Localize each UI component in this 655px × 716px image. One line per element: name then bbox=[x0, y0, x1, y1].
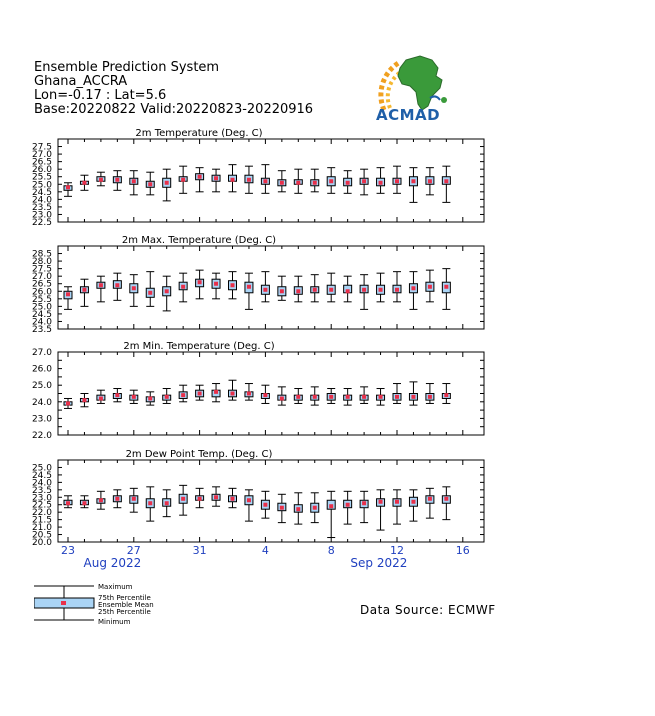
mean-marker bbox=[148, 501, 152, 505]
mean-marker bbox=[231, 392, 235, 396]
mean-marker bbox=[263, 503, 267, 507]
y-tick-label: 26.5 bbox=[31, 157, 52, 168]
mean-marker bbox=[115, 283, 119, 287]
box-2 bbox=[80, 175, 88, 190]
box-15 bbox=[294, 493, 302, 524]
mean-marker bbox=[329, 504, 333, 508]
box-17 bbox=[327, 273, 335, 302]
y-tick-label: 26.0 bbox=[31, 287, 52, 298]
legend-mean: Ensemble Mean bbox=[98, 601, 154, 609]
mean-marker bbox=[165, 289, 169, 293]
mean-marker bbox=[132, 286, 136, 290]
box-12 bbox=[245, 490, 253, 521]
chart-title: 2m Max. Temperature (Deg. C) bbox=[121, 235, 277, 246]
plot-frame bbox=[58, 139, 484, 222]
box-5 bbox=[130, 488, 138, 512]
mean-marker bbox=[395, 395, 399, 399]
mean-marker bbox=[379, 181, 383, 185]
box-19 bbox=[360, 387, 368, 404]
y-tick-label: 20.0 bbox=[31, 538, 52, 548]
box-10 bbox=[212, 487, 220, 506]
box-6 bbox=[146, 487, 154, 521]
y-tick-label: 27.5 bbox=[31, 264, 52, 275]
chart-title: 2m Min. Temperature (Deg. C) bbox=[123, 341, 275, 352]
x-tick-label: 4 bbox=[261, 544, 269, 557]
mean-marker bbox=[296, 289, 300, 293]
y-tick-label: 23.0 bbox=[31, 493, 52, 504]
x-tick-label: 31 bbox=[192, 544, 207, 557]
box-17 bbox=[327, 168, 335, 194]
box-20 bbox=[377, 168, 385, 194]
box-2 bbox=[80, 496, 88, 508]
y-tick-label: 23.5 bbox=[31, 202, 52, 213]
box-5 bbox=[130, 171, 138, 195]
box-20 bbox=[377, 273, 385, 302]
mean-marker bbox=[296, 395, 300, 399]
box-2 bbox=[80, 394, 88, 407]
mean-marker bbox=[99, 178, 103, 182]
mean-marker bbox=[99, 498, 103, 502]
y-tick-label: 24.5 bbox=[31, 309, 52, 320]
y-tick-label: 27.0 bbox=[31, 150, 52, 161]
mean-marker bbox=[280, 506, 284, 510]
box-24 bbox=[442, 269, 450, 310]
mean-marker bbox=[99, 283, 103, 287]
box-10 bbox=[212, 384, 220, 402]
mean-marker bbox=[132, 497, 136, 501]
mean-marker bbox=[247, 178, 251, 182]
mean-marker bbox=[231, 178, 235, 182]
x-tick-label: 8 bbox=[327, 544, 335, 557]
box-18 bbox=[344, 491, 352, 524]
mean-marker bbox=[66, 185, 70, 189]
mean-marker bbox=[329, 395, 333, 399]
box-9 bbox=[196, 385, 204, 400]
x-tick-label: 27 bbox=[126, 544, 141, 557]
mean-marker bbox=[395, 179, 399, 183]
mean-marker bbox=[115, 497, 119, 501]
mean-marker bbox=[214, 176, 218, 180]
box-12 bbox=[245, 273, 253, 309]
box-8 bbox=[179, 273, 187, 302]
y-tick-label: 25.5 bbox=[31, 172, 52, 183]
mean-marker bbox=[411, 500, 415, 504]
box-15 bbox=[294, 389, 302, 404]
mean-marker bbox=[148, 291, 152, 295]
y-tick-label: 22.0 bbox=[31, 508, 52, 519]
y-tick-label: 24.0 bbox=[31, 317, 52, 328]
mean-marker bbox=[181, 497, 185, 501]
box-16 bbox=[311, 275, 319, 302]
mean-marker bbox=[181, 285, 185, 289]
box-8 bbox=[179, 166, 187, 193]
box-1 bbox=[64, 287, 72, 310]
mean-marker bbox=[362, 288, 366, 292]
mean-marker bbox=[379, 288, 383, 292]
mean-marker bbox=[165, 395, 169, 399]
box-4 bbox=[113, 171, 121, 191]
mean-marker bbox=[198, 175, 202, 179]
x-tick-label: 16 bbox=[455, 544, 470, 557]
box-6 bbox=[146, 172, 154, 195]
box-22 bbox=[409, 272, 417, 310]
mean-marker bbox=[82, 398, 86, 402]
box-8 bbox=[179, 385, 187, 402]
box-22 bbox=[409, 382, 417, 405]
box-22 bbox=[409, 168, 417, 203]
header-product-title: Ensemble Prediction System bbox=[34, 60, 220, 75]
box-15 bbox=[294, 169, 302, 193]
mean-marker bbox=[148, 396, 152, 400]
box-13 bbox=[261, 165, 269, 194]
box-16 bbox=[311, 387, 319, 405]
mean-marker bbox=[296, 181, 300, 185]
plot-frame bbox=[58, 352, 484, 435]
box-14 bbox=[278, 387, 286, 405]
box-21 bbox=[393, 166, 401, 193]
box-18 bbox=[344, 276, 352, 302]
y-tick-label: 25.0 bbox=[31, 302, 52, 313]
mean-marker bbox=[231, 497, 235, 501]
mean-marker bbox=[428, 179, 432, 183]
box-14 bbox=[278, 171, 286, 192]
mean-marker bbox=[263, 393, 267, 397]
mean-marker bbox=[411, 395, 415, 399]
mean-marker bbox=[247, 498, 251, 502]
mean-marker bbox=[346, 181, 350, 185]
y-tick-label: 27.0 bbox=[31, 348, 52, 358]
mean-marker bbox=[214, 390, 218, 394]
mean-marker bbox=[411, 286, 415, 290]
box-9 bbox=[196, 488, 204, 507]
box-13 bbox=[261, 491, 269, 518]
y-tick-label: 25.0 bbox=[31, 463, 52, 474]
x-tick-label: 12 bbox=[390, 544, 404, 557]
mean-marker bbox=[181, 178, 185, 182]
mean-marker bbox=[148, 182, 152, 186]
mean-marker bbox=[346, 395, 350, 399]
box-1 bbox=[64, 398, 72, 408]
header-coordinates: Lon=-0.17 : Lat=5.6 bbox=[34, 88, 167, 103]
y-tick-label: 22.0 bbox=[31, 431, 52, 441]
mean-marker bbox=[263, 179, 267, 183]
legend-p25: 25th Percentile bbox=[98, 608, 151, 616]
chart-title: 2m Dew Point Temp. (Deg. C) bbox=[125, 449, 273, 460]
box-22 bbox=[409, 490, 417, 521]
chart-title: 2m Temperature (Deg. C) bbox=[135, 128, 263, 139]
box-4 bbox=[113, 389, 121, 402]
box-23 bbox=[426, 488, 434, 518]
mean-marker bbox=[231, 283, 235, 287]
box-19 bbox=[360, 169, 368, 195]
mean-marker bbox=[444, 497, 448, 501]
box-7 bbox=[163, 490, 171, 517]
box-11 bbox=[229, 380, 237, 400]
mean-marker bbox=[82, 288, 86, 292]
x-month-label: Aug 2022 bbox=[83, 556, 142, 570]
box-3 bbox=[97, 276, 105, 302]
mean-marker bbox=[198, 497, 202, 501]
box-7 bbox=[163, 276, 171, 311]
box-3 bbox=[97, 172, 105, 186]
y-tick-label: 20.5 bbox=[31, 530, 52, 541]
mean-marker bbox=[132, 395, 136, 399]
box-9 bbox=[196, 270, 204, 299]
box-18 bbox=[344, 389, 352, 406]
box-24 bbox=[442, 487, 450, 520]
y-tick-label: 27.5 bbox=[31, 142, 52, 153]
mean-marker bbox=[165, 181, 169, 185]
y-tick-label: 25.0 bbox=[31, 180, 52, 191]
box-19 bbox=[360, 275, 368, 310]
box-19 bbox=[360, 491, 368, 522]
mean-marker bbox=[280, 289, 284, 293]
y-tick-label: 22.5 bbox=[31, 500, 52, 511]
box-20 bbox=[377, 490, 385, 530]
mean-marker bbox=[247, 392, 251, 396]
box-24 bbox=[442, 384, 450, 404]
box-4 bbox=[113, 273, 121, 300]
box-13 bbox=[261, 272, 269, 302]
y-tick-label: 23.0 bbox=[31, 210, 52, 221]
box-5 bbox=[130, 275, 138, 307]
legend-maximum: Maximum bbox=[98, 583, 133, 591]
plot-frame bbox=[58, 246, 484, 329]
y-tick-label: 26.5 bbox=[31, 279, 52, 290]
mean-marker bbox=[444, 179, 448, 183]
mean-marker bbox=[428, 285, 432, 289]
mean-marker bbox=[198, 392, 202, 396]
mean-marker bbox=[379, 500, 383, 504]
header-base-valid: Base:20220822 Valid:20220823-20220916 bbox=[34, 102, 314, 117]
y-tick-label: 23.5 bbox=[31, 485, 52, 496]
box-18 bbox=[344, 171, 352, 194]
y-tick-label: 25.5 bbox=[31, 294, 52, 305]
box-1 bbox=[64, 496, 72, 508]
mean-marker bbox=[379, 395, 383, 399]
mean-marker bbox=[395, 500, 399, 504]
box-17 bbox=[327, 491, 335, 537]
mean-marker bbox=[214, 282, 218, 286]
box-23 bbox=[426, 168, 434, 195]
mean-marker bbox=[362, 501, 366, 505]
data-source: Data Source: ECMWF bbox=[360, 603, 496, 617]
mean-marker bbox=[444, 285, 448, 289]
mean-marker bbox=[362, 395, 366, 399]
y-tick-label: 21.0 bbox=[31, 523, 52, 534]
box-12 bbox=[245, 384, 253, 401]
box-23 bbox=[426, 384, 434, 404]
mean-marker bbox=[82, 181, 86, 185]
mean-marker bbox=[346, 503, 350, 507]
y-tick-label: 22.5 bbox=[31, 218, 52, 228]
header-station-name: Ghana_ACCRA bbox=[34, 74, 128, 89]
box-14 bbox=[278, 494, 286, 522]
mean-marker bbox=[296, 507, 300, 511]
y-tick-label: 23.0 bbox=[31, 414, 52, 425]
box-20 bbox=[377, 389, 385, 406]
box-4 bbox=[113, 490, 121, 508]
box-10 bbox=[212, 169, 220, 192]
mean-marker bbox=[329, 179, 333, 183]
mean-marker bbox=[313, 181, 317, 185]
box-17 bbox=[327, 389, 335, 404]
mean-marker bbox=[66, 401, 70, 405]
box-2 bbox=[80, 279, 88, 306]
box-12 bbox=[245, 166, 253, 193]
mean-marker bbox=[313, 395, 317, 399]
box-11 bbox=[229, 272, 237, 299]
legend-p75: 75th Percentile bbox=[98, 594, 151, 602]
mean-marker bbox=[395, 288, 399, 292]
y-tick-label: 24.0 bbox=[31, 478, 52, 489]
y-tick-label: 28.0 bbox=[31, 257, 52, 268]
box-16 bbox=[311, 493, 319, 523]
mean-marker bbox=[263, 288, 267, 292]
box-11 bbox=[229, 488, 237, 507]
box-14 bbox=[278, 276, 286, 300]
box-21 bbox=[393, 272, 401, 302]
box-3 bbox=[97, 390, 105, 403]
mean-marker bbox=[66, 292, 70, 296]
box-21 bbox=[393, 384, 401, 404]
box-5 bbox=[130, 390, 138, 403]
mean-marker bbox=[313, 506, 317, 510]
mean-marker bbox=[280, 181, 284, 185]
mean-marker bbox=[214, 495, 218, 499]
y-tick-label: 24.5 bbox=[31, 187, 52, 198]
x-month-label: Sep 2022 bbox=[350, 556, 408, 570]
y-tick-label: 23.5 bbox=[31, 325, 52, 335]
box-7 bbox=[163, 169, 171, 201]
plot-frame bbox=[58, 460, 484, 542]
mean-marker bbox=[115, 178, 119, 182]
mean-marker bbox=[132, 179, 136, 183]
mean-marker bbox=[313, 288, 317, 292]
y-tick-label: 27.0 bbox=[31, 272, 52, 283]
y-tick-label: 24.5 bbox=[31, 470, 52, 481]
y-tick-label: 24.0 bbox=[31, 397, 52, 408]
mean-marker bbox=[280, 396, 284, 400]
mean-marker bbox=[411, 179, 415, 183]
mean-marker bbox=[346, 289, 350, 293]
y-tick-label: 26.0 bbox=[31, 165, 52, 176]
box-10 bbox=[212, 273, 220, 299]
box-8 bbox=[179, 485, 187, 515]
box-21 bbox=[393, 490, 401, 524]
y-tick-label: 24.0 bbox=[31, 195, 52, 206]
box-23 bbox=[426, 270, 434, 302]
mean-marker bbox=[115, 393, 119, 397]
y-tick-label: 25.0 bbox=[31, 381, 52, 392]
y-tick-label: 21.5 bbox=[31, 515, 52, 526]
box-7 bbox=[163, 389, 171, 404]
box-16 bbox=[311, 169, 319, 192]
box-13 bbox=[261, 385, 269, 403]
acmad-logo-text: ACMAD bbox=[376, 106, 441, 124]
box-3 bbox=[97, 491, 105, 509]
y-tick-label: 26.0 bbox=[31, 364, 52, 375]
mean-marker bbox=[247, 285, 251, 289]
legend-box-glyph bbox=[34, 584, 96, 624]
mean-marker bbox=[329, 288, 333, 292]
mean-marker bbox=[82, 501, 86, 505]
x-tick-label: 23 bbox=[61, 544, 75, 557]
box-6 bbox=[146, 392, 154, 405]
mean-marker bbox=[428, 395, 432, 399]
box-6 bbox=[146, 272, 154, 307]
mean-marker bbox=[198, 280, 202, 284]
y-tick-label: 28.5 bbox=[31, 249, 52, 260]
box-24 bbox=[442, 166, 450, 202]
box-1 bbox=[64, 183, 72, 197]
mean-marker bbox=[428, 497, 432, 501]
mean-marker bbox=[99, 396, 103, 400]
box-11 bbox=[229, 165, 237, 192]
mean-marker bbox=[165, 501, 169, 505]
mean-marker bbox=[66, 501, 70, 505]
mean-marker bbox=[362, 179, 366, 183]
mean-marker bbox=[181, 393, 185, 397]
box-9 bbox=[196, 168, 204, 192]
box-15 bbox=[294, 276, 302, 302]
legend-minimum: Minimum bbox=[98, 618, 131, 626]
mean-marker bbox=[444, 393, 448, 397]
